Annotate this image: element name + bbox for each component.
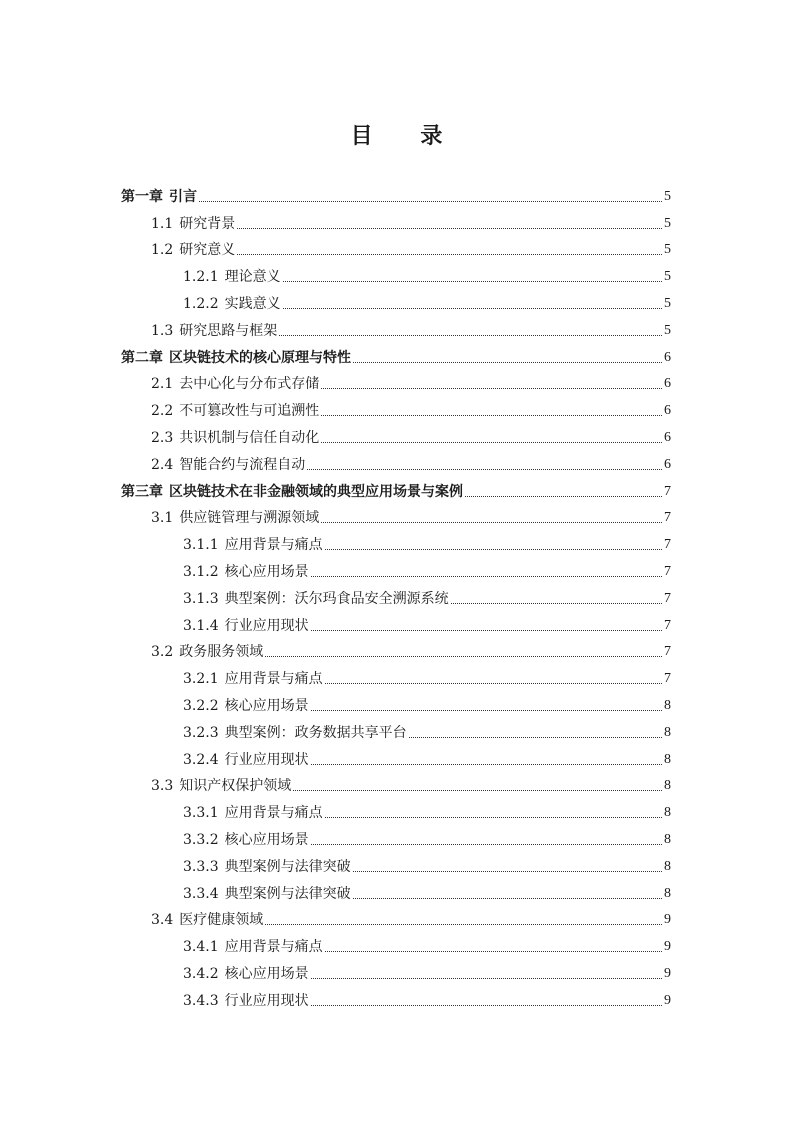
toc-entry-page-number: 8 [664,751,671,767]
toc-leader-dots [265,924,662,925]
toc-entry-label: 医疗健康领域 [179,912,264,929]
toc-entry-label: 典型案例：沃尔玛食品安全溯源系统 [224,590,449,607]
toc-entry-number: 2.1 [151,376,174,393]
toc-entry-number: 1.2.2 [183,295,219,312]
toc-entry-label: 核心应用场景 [224,697,309,714]
toc-entry[interactable] [0,637,793,664]
toc-entry-number: 3.1 [151,510,174,527]
toc-entry[interactable] [0,824,793,851]
toc-entry-label: 应用背景与痛点 [224,671,323,688]
toc-entry-number: 3.3.3 [183,858,219,875]
toc-entry[interactable] [0,208,793,235]
toc-entry[interactable] [0,181,793,208]
toc-entry-label: 区块链技术的核心原理与特性 [169,349,351,366]
toc-entry-label: 核心应用场景 [224,831,309,848]
toc-entry-page-number: 8 [664,724,671,740]
toc-leader-dots [409,737,662,738]
toc-entry-number: 2.2 [151,403,174,420]
toc-entry-label: 典型案例：政务数据共享平台 [224,724,407,741]
toc-entry[interactable] [0,476,793,503]
toc-entry-number: 3.3 [151,778,174,795]
toc-leader-dots [451,603,662,604]
toc-entry[interactable] [0,797,793,824]
toc-leader-dots [283,308,662,309]
toc-entry[interactable] [0,958,793,985]
toc-leader-dots [325,683,662,684]
toc-entry-number: 3.2.2 [183,697,219,714]
toc-entry-label: 研究背景 [179,215,236,232]
toc-entry-label: 核心应用场景 [224,965,309,982]
toc-entry-label: 应用背景与痛点 [224,537,323,554]
toc-entry-number: 3.1.2 [183,563,219,580]
toc-leader-dots [199,201,662,202]
toc-leader-dots [311,844,662,845]
toc-entry-page-number: 7 [664,563,671,579]
toc-entry-label: 应用背景与痛点 [224,805,323,822]
toc-leader-dots [311,978,662,979]
toc-entry-page-number: 6 [664,429,671,445]
toc-entry-page-number: 5 [664,188,671,204]
toc-entry-number: 3.4 [151,912,174,929]
toc-leader-dots [321,415,662,416]
toc-entry-page-number: 5 [664,269,671,285]
toc-entry-page-number: 7 [664,644,671,660]
toc-entry[interactable] [0,315,793,342]
toc-leader-dots [311,1005,662,1006]
toc-entry-label: 知识产权保护领域 [179,778,292,795]
toc-entry[interactable] [0,395,793,422]
toc-entry-label: 区块链技术在非金融领域的典型应用场景与案例 [169,483,463,500]
toc-entry[interactable] [0,931,793,958]
toc-entry-number: 第一章 [121,188,163,205]
toc-leader-dots [465,496,662,497]
toc-entry-page-number: 8 [664,858,671,874]
toc-entry-label: 供应链管理与溯源领域 [179,510,320,527]
toc-entry-number: 3.1.4 [183,617,219,634]
toc-entry-number: 3.3.4 [183,885,219,902]
toc-entry-number: 1.3 [151,322,174,339]
toc-leader-dots [237,228,662,229]
toc-leader-dots [311,576,662,577]
toc-entry-number: 3.4.3 [183,992,219,1009]
toc-entry-number: 1.2 [151,242,174,259]
toc-entry[interactable] [0,851,793,878]
toc-leader-dots [237,254,662,255]
toc-entry-number: 3.1.1 [183,537,219,554]
toc-entry[interactable] [0,663,793,690]
toc-entry[interactable] [0,717,793,744]
toc-leader-dots [279,335,662,336]
toc-entry-page-number: 7 [664,590,671,606]
toc-entry[interactable] [0,905,793,932]
toc-entry[interactable] [0,449,793,476]
toc-entry-page-number: 9 [664,939,671,955]
toc-entry-number: 2.3 [151,429,174,446]
toc-entry-label: 政务服务领域 [179,644,264,661]
toc-entry-page-number: 7 [664,671,671,687]
toc-entry-page-number: 7 [664,537,671,553]
toc-entry-page-number: 9 [664,965,671,981]
toc-leader-dots [353,871,662,872]
toc-entry[interactable] [0,342,793,369]
toc-entry-number: 2.4 [151,456,174,473]
toc-entry-page-number: 6 [664,376,671,392]
toc-entry[interactable] [0,985,793,1012]
toc-entry-page-number: 5 [664,242,671,258]
toc-entry[interactable] [0,261,793,288]
toc-entry-label: 智能合约与流程自动 [179,456,306,473]
toc-entry-page-number: 9 [664,992,671,1008]
toc-entry[interactable] [0,422,793,449]
toc-entry-page-number: 8 [664,885,671,901]
toc-entry-label: 实践意义 [224,295,281,312]
toc-entry-label: 研究意义 [179,242,236,259]
toc-entry-page-number: 6 [664,456,671,472]
toc-entry-label: 典型案例与法律突破 [224,885,351,902]
toc-leader-dots [353,362,662,363]
toc-entry-number: 3.4.1 [183,939,219,956]
toc-entry[interactable] [0,583,793,610]
toc-leader-dots [325,951,662,952]
toc-entry-number: 第二章 [121,349,163,366]
toc-entry-number: 3.1.3 [183,590,219,607]
toc-entry-page-number: 7 [664,483,671,499]
toc-entry-page-number: 5 [664,322,671,338]
toc-leader-dots [321,388,662,389]
toc-entry-number: 第三章 [121,483,163,500]
toc-entry-label: 引言 [169,188,197,205]
toc-entry-page-number: 7 [664,617,671,633]
toc-entry-number: 3.2.4 [183,751,219,768]
toc-entry[interactable] [0,878,793,905]
toc-entry-page-number: 5 [664,295,671,311]
toc-entry-number: 3.4.2 [183,965,219,982]
toc-entry-label: 研究思路与框架 [179,322,278,339]
toc-leader-dots [325,549,662,550]
toc-entry-page-number: 5 [664,215,671,231]
toc-leader-dots [311,764,662,765]
toc-entry[interactable] [0,235,793,262]
toc-entry[interactable] [0,771,793,798]
toc-entry[interactable] [0,556,793,583]
toc-entry-label: 典型案例与法律突破 [224,858,351,875]
toc-entry-label: 核心应用场景 [224,563,309,580]
toc-entry[interactable] [0,690,793,717]
toc-entry[interactable] [0,369,793,396]
toc-entry-page-number: 8 [664,697,671,713]
toc-entry-label: 行业应用现状 [224,992,309,1009]
toc-entry-number: 3.2 [151,644,174,661]
toc-entry[interactable] [0,288,793,315]
toc-entry-page-number: 6 [664,403,671,419]
toc-leader-dots [321,442,662,443]
toc-entry-number: 3.2.3 [183,724,219,741]
toc-entry-number: 3.3.1 [183,805,219,822]
toc-entry-label: 去中心化与分布式存储 [179,376,320,393]
toc-leader-dots [321,522,662,523]
toc-entry[interactable] [0,610,793,637]
toc-entry-page-number: 8 [664,805,671,821]
toc-entry-label: 共识机制与信任自动化 [179,429,320,446]
toc-leader-dots [293,790,662,791]
toc-entry[interactable] [0,529,793,556]
toc-entry-page-number: 8 [664,778,671,794]
toc-entry-page-number: 7 [664,510,671,526]
page-title: 目 录 [350,124,463,149]
toc-entry-label: 行业应用现状 [224,751,309,768]
toc-entry[interactable] [0,744,793,771]
toc-leader-dots [311,710,662,711]
toc-entry[interactable] [0,503,793,530]
toc-entry-number: 3.3.2 [183,831,219,848]
toc-leader-dots [353,898,662,899]
toc-leader-dots [311,630,662,631]
toc-entry-label: 不可篡改性与可追溯性 [179,403,320,420]
toc-entry-label: 理论意义 [224,269,281,286]
toc-entry-page-number: 6 [664,349,671,365]
toc-entry-page-number: 8 [664,831,671,847]
toc-leader-dots [265,656,662,657]
toc-leader-dots [307,469,662,470]
toc-entry-number: 3.2.1 [183,671,219,688]
toc-entry-label: 行业应用现状 [224,617,309,634]
toc-entry-number: 1.1 [151,215,174,232]
toc-leader-dots [325,817,662,818]
toc-entry-label: 应用背景与痛点 [224,939,323,956]
toc-entry-number: 1.2.1 [183,269,219,286]
toc-entry-page-number: 9 [664,912,671,928]
toc-leader-dots [283,281,662,282]
